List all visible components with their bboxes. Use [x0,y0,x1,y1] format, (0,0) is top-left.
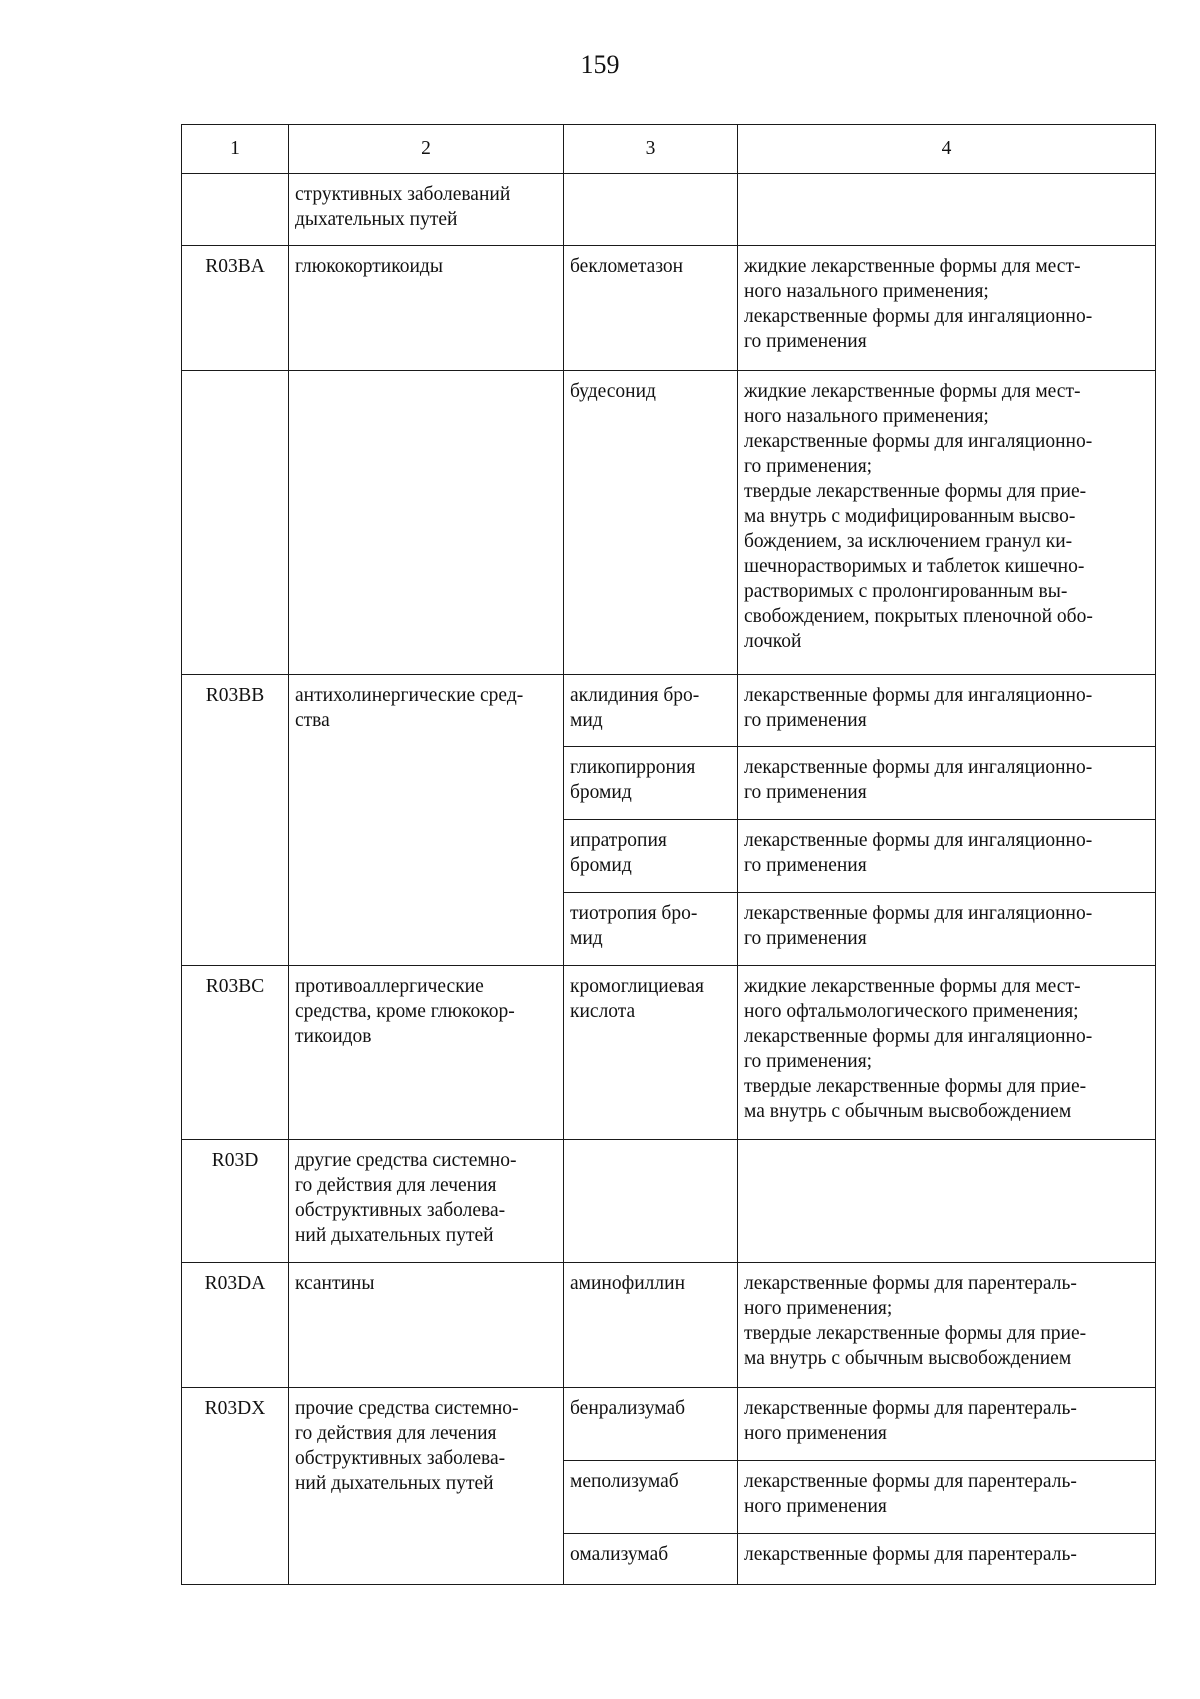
group-name-cell: антихолинергические сред- ства [289,675,564,966]
group-name-cell: структивных заболеваний дыхательных путей [289,174,564,246]
dosage-form-cell: лекарственные формы для ингаляционно- го применения [738,893,1156,966]
dosage-form-cell: жидкие лекарственные формы для мест- ного офтальмологического применения; лекарственные формы для ингаляционно- го применения; твердые лекарственные формы для прие- ма внутрь с обычным высвобождением [738,966,1156,1140]
drug-name-cell: тиотропия бро- мид [564,893,738,966]
dosage-form-cell: лекарственные формы для парентераль- ного применения [738,1388,1156,1461]
column-header: 3 [564,125,738,174]
table-row [182,1388,1156,1461]
dosage-form-cell: лекарственные формы для ингаляционно- го применения [738,747,1156,820]
table-row [182,675,1156,747]
atc-code-cell [182,371,289,675]
group-name-cell: ксантины [289,1263,564,1388]
drug-name-cell: бенрализумаб [564,1388,738,1461]
dosage-form-cell: лекарственные формы для парентераль- [738,1534,1156,1585]
drug-name-cell: аминофиллин [564,1263,738,1388]
table-row [182,174,1156,246]
dosage-form-cell: жидкие лекарственные формы для мест- ного назального применения; лекарственные формы для ингаляционно- го применения [738,246,1156,371]
table-row [182,246,1156,371]
dosage-form-cell: лекарственные формы для ингаляционно- го применения [738,675,1156,747]
drug-name-cell: кромоглициевая кислота [564,966,738,1140]
column-header: 1 [182,125,289,174]
group-name-cell: глюкокортикоиды [289,246,564,371]
table-row [182,1140,1156,1263]
group-name-cell: другие средства системно- го действия для лечения обструктивных заболева- ний дыхательных путей [289,1140,564,1263]
page-number: 159 [580,50,620,79]
drug-name-cell: гликопиррония бромид [564,747,738,820]
column-header: 2 [289,125,564,174]
dosage-form-cell [738,1140,1156,1263]
group-name-cell: противоаллергические средства, кроме глюкокор- тикоидов [289,966,564,1140]
drug-name-cell: омализумаб [564,1534,738,1585]
atc-code-cell: R03BA [182,246,289,371]
atc-code-cell [182,174,289,246]
dosage-form-cell: лекарственные формы для парентераль- ного применения; твердые лекарственные формы для прие- ма внутрь с обычным высвобождением [738,1263,1156,1388]
group-name-cell: прочие средства системно- го действия для лечения обструктивных заболева- ний дыхательных путей [289,1388,564,1585]
drug-name-cell [564,174,738,246]
table-header-row [182,125,1156,174]
dosage-form-cell: жидкие лекарственные формы для мест- ного назального применения; лекарственные формы для ингаляционно- го применения; твердые лекарственные формы для прие- ма внутрь с модифицированным высво- бождением, за исключением гранул ки- шечнорастворимых и таблеток кишечно- растворимых с пролонгированным вы- свобождением, покрытых пленочной обо- лочкой [738,371,1156,675]
medication-table [181,124,1156,1585]
table-row [182,1263,1156,1388]
drug-name-cell: беклометазон [564,246,738,371]
drug-name-cell: будесонид [564,371,738,675]
group-name-cell [289,371,564,675]
drug-name-cell: аклидиния бро- мид [564,675,738,747]
atc-code-cell: R03BB [182,675,289,966]
drug-name-cell: меполизумаб [564,1461,738,1534]
atc-code-cell: R03BC [182,966,289,1140]
dosage-form-cell: лекарственные формы для ингаляционно- го применения [738,820,1156,893]
drug-name-cell [564,1140,738,1263]
atc-code-cell: R03DA [182,1263,289,1388]
table-row [182,966,1156,1140]
dosage-form-cell: лекарственные формы для парентераль- ного применения [738,1461,1156,1534]
drug-name-cell: ипратропия бромид [564,820,738,893]
atc-code-cell: R03D [182,1140,289,1263]
column-header: 4 [738,125,1156,174]
dosage-form-cell [738,174,1156,246]
table-row [182,371,1156,675]
atc-code-cell: R03DX [182,1388,289,1585]
